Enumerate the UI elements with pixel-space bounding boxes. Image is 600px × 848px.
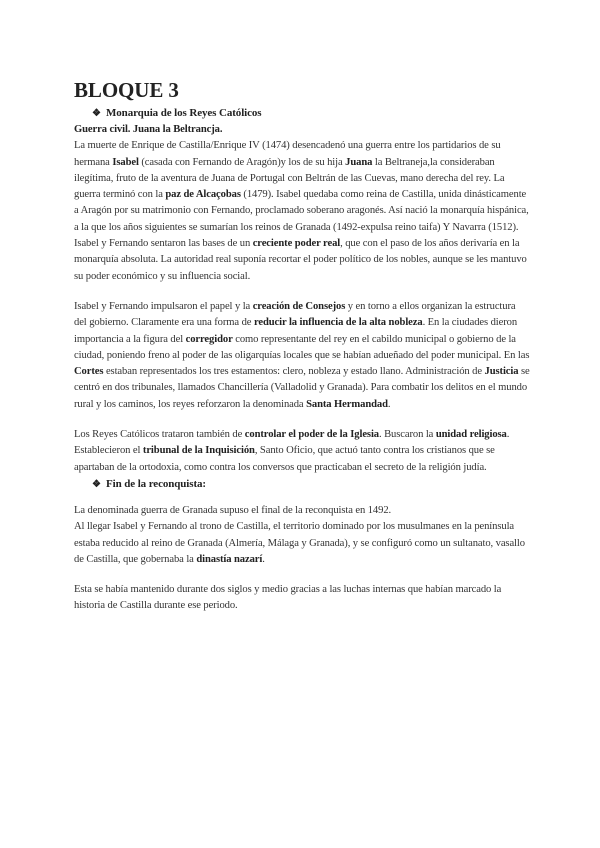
text-run: se centró en dos tribunales, llamados Chancillería (Valladolid y Granada). Para combatir los delitos en el mundo rural y los caminos, los reyes reforzaron la denominada <box>74 366 530 410</box>
page-title: BLOQUE 3 <box>74 78 179 102</box>
text-run: Isabel y Fernando sentaron las bases de un <box>74 238 253 250</box>
paragraph <box>74 138 530 236</box>
bold-text: paz de Alcaçobas <box>165 189 241 201</box>
bold-text: Isabel <box>112 156 139 168</box>
text-run: la Beltraneja,la consideraban ilegítima, fruto de la aventura de Juana de Portugal con Beltrán de las Cuevas, mano derecha del rey. La guerra terminó con la <box>74 156 505 201</box>
paragraph <box>74 236 530 285</box>
text-run: estaban representados los tres estamentos: clero, nobleza y estado llano. Administración de <box>103 366 485 378</box>
text-run: , que con el paso de los años derivaría en la monarquía absoluta. La autoridad real suponía recortar el poder político de los nobles, aunque se les mantuvo su poder económico y su influencia social. <box>74 238 527 282</box>
section-heading-label: Fin de la reconquista: <box>106 477 206 490</box>
paragraph <box>74 519 530 568</box>
text-run: La muerte de Enrique de Castilla/Enrique IV (1474) desencadenó una guerra entre los partidarios de su hermana <box>74 140 501 168</box>
bold-text: tribunal de la Inquisición <box>142 445 255 457</box>
text-run: . Buscaron la <box>378 429 436 441</box>
text-run: , Santo Oficio, que actuó tanto contra los cristianos que se apartaban de la ortodoxia, como contra los conversos que practicaban el secreto de la religión judía. <box>74 445 495 473</box>
document-content <box>74 78 530 615</box>
paragraph <box>74 582 530 615</box>
paragraph <box>74 427 530 476</box>
section-heading-label: Monarquia de los Reyes Católicos <box>106 107 262 119</box>
diamond-bullet-icon: ❖ <box>92 108 101 119</box>
text-run: . <box>387 398 391 410</box>
text-run: Al llegar Isabel y Fernando al trono de Castilla, el territorio dominado por los musulmanes en la península estaba reducido al reino de Granada (Almería, Málaga y Granada), y se configuró como un sultanato, vasallo de Castilla, que gobernaba la <box>74 521 525 565</box>
text-run: . En la ciudades dieron importancia a la figura del <box>74 317 518 345</box>
text-run: (1479). Isabel quedaba como reina de Castilla, unida dinásticamente a Aragón por su matrimonio con Fernando, proclamado soberano aragonés. Así nació la monarquía hispánica, a la que los años siguientes se sumarían los reinos de Granada (1492-expulsa reino taifa) Y Navarra (1512). <box>74 189 529 233</box>
bold-text: dinastía nazarí <box>196 553 263 565</box>
text-run: Isabel y Fernando impulsaron el papel y la <box>74 300 253 312</box>
bold-text: Justicia <box>484 366 519 378</box>
bold-text: corregidor <box>185 333 233 345</box>
bold-text: reducir la influencia de la alta nobleza <box>253 317 423 329</box>
section-heading-reconquista <box>74 476 530 493</box>
text-run: . <box>262 553 265 565</box>
text-run: como representante del rey en el cabildo municipal o gobierno de la ciudad, poniendo freno al poder de las oligarquías locales que se habían adueñado del poder municipal. En las <box>74 333 530 361</box>
text-run: Los Reyes Católicos trataron también de <box>74 429 245 441</box>
bold-text: creciente poder real <box>252 238 341 250</box>
paragraph <box>74 503 530 519</box>
bold-text: Santa Hermandad <box>306 398 388 410</box>
subheading-guerra-civil: Guerra civil. Juana la Beltrancja. <box>74 124 223 135</box>
bold-text: Juana <box>345 156 373 168</box>
text-run: La denominada guerra de Granada supuso el final de la reconquista en 1492. <box>74 504 392 516</box>
text-run: (casada con Fernando de Aragón)y los de su hija <box>138 156 346 168</box>
section-heading-monarquia <box>74 105 530 122</box>
diamond-bullet-icon: ❖ <box>92 478 101 490</box>
bold-text: controlar el poder de la Iglesia <box>244 429 379 441</box>
text-run: . Establecieron el <box>74 429 510 457</box>
bold-text: unidad religiosa <box>435 429 507 441</box>
text-run: Esta se había mantenido durante dos siglos y medio gracias a las luchas internas que habían marcado la historia de Castilla durante ese periodo. <box>74 584 502 612</box>
bold-text: creación de Consejos <box>252 300 346 312</box>
bold-text: Cortes <box>74 366 104 378</box>
paragraph <box>74 299 530 413</box>
text-run: y en torno a ellos organizan la estructura del gobierno. Claramente era una forma de <box>74 300 516 329</box>
